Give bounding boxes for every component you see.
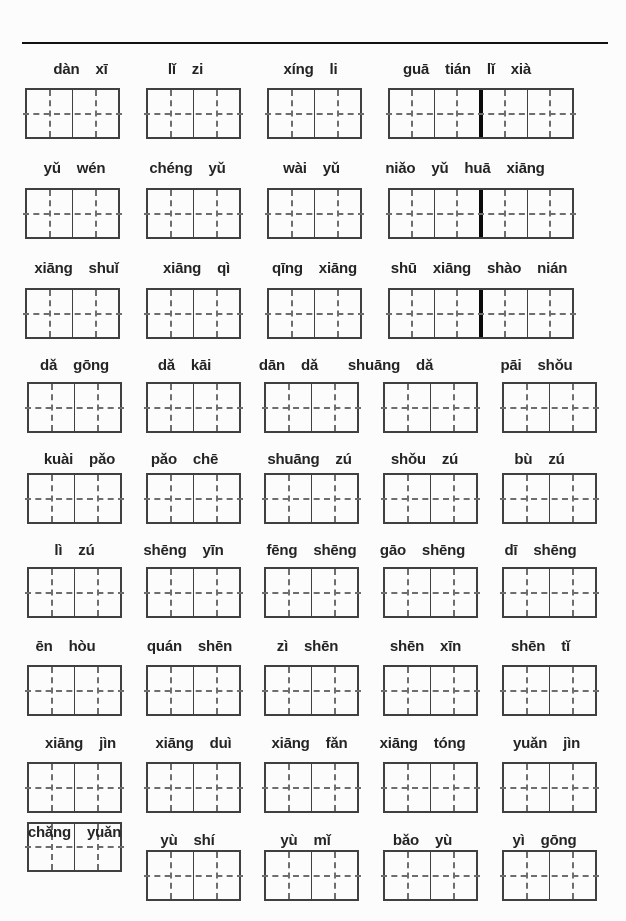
grid-horizontal-midline [386,213,576,215]
writing-grid [383,762,478,813]
writing-grid [27,382,122,433]
pinyin-label: xíng li [283,61,338,78]
writing-grid [146,88,241,139]
writing-grid [502,665,597,716]
pinyin-label: bǎo yù [392,832,453,849]
writing-grid [383,850,478,901]
grid-horizontal-midline [381,875,480,877]
pinyin-label: pāi shǒu [500,357,573,374]
grid-horizontal-midline [381,787,480,789]
writing-grid [267,188,362,239]
pinyin-label: xiāng tóng [379,735,466,752]
writing-grid [388,288,574,339]
grid-horizontal-midline [500,787,599,789]
pinyin-label: shēn xīn [389,638,462,655]
pinyin-label: bù zú [514,451,565,468]
pinyin-label: xiāng jìn [44,735,117,752]
grid-horizontal-midline [262,407,361,409]
grid-horizontal-midline [381,498,480,500]
writing-grid [388,188,574,239]
writing-grid [267,288,362,339]
pinyin-label: shǒu zú [390,451,459,468]
pinyin-label: lǐ zi [167,61,204,78]
writing-grid [146,188,241,239]
grid-horizontal-midline [25,592,124,594]
grid-horizontal-midline [265,113,364,115]
grid-horizontal-midline [265,213,364,215]
writing-grid [146,288,241,339]
grid-horizontal-midline [381,690,480,692]
writing-grid [388,88,574,139]
grid-horizontal-midline [500,875,599,877]
grid-horizontal-midline [144,213,243,215]
writing-grid [146,473,241,524]
pinyin-label: kuài pǎo [43,451,116,468]
grid-horizontal-midline [144,113,243,115]
writing-grid [264,382,359,433]
pinyin-label: xiāng qì [162,260,231,277]
pinyin-label: dǎ kāi [157,357,212,374]
writing-grid [502,382,597,433]
grid-horizontal-midline [23,113,122,115]
pinyin-label: dǎ gōng [40,357,109,374]
pinyin-label: zì shēn [276,638,339,655]
grid-horizontal-midline [500,407,599,409]
pinyin-label: dān dǎ [258,357,319,374]
grid-horizontal-midline [23,213,122,215]
pinyin-label: dàn xī [53,61,108,78]
grid-horizontal-midline [25,690,124,692]
pinyin-label: chéng yǔ [149,160,226,177]
grid-horizontal-midline [144,498,243,500]
writing-grid [264,762,359,813]
pinyin-label: chǎng yuǎn [27,824,122,841]
pinyin-label: ēn hòu [35,638,96,655]
pinyin-label: qīng xiāng [271,260,357,277]
pinyin-label: yì gōng [512,832,577,849]
grid-horizontal-midline [500,498,599,500]
grid-horizontal-midline [144,592,243,594]
pinyin-label: xiāng duì [155,735,232,752]
grid-horizontal-midline [262,875,361,877]
pinyin-label: guā tián lǐ xià [402,61,532,78]
grid-horizontal-midline [386,113,576,115]
grid-horizontal-midline [144,407,243,409]
grid-horizontal-midline [144,313,243,315]
grid-horizontal-midline [262,592,361,594]
pinyin-label: dī shēng [504,542,577,559]
writing-grid [264,665,359,716]
pinyin-label: shuāng dǎ [347,357,434,374]
writing-grid [146,382,241,433]
writing-grid [27,762,122,813]
writing-grid [146,850,241,901]
grid-horizontal-midline [25,846,124,848]
pinyin-label: yù mǐ [280,832,331,849]
grid-horizontal-midline [25,787,124,789]
top-rule [22,42,608,44]
pinyin-label: pǎo chē [150,451,219,468]
grid-horizontal-midline [381,407,480,409]
writing-grid [383,567,478,618]
pinyin-label: shēn tǐ [511,638,570,655]
writing-grid [267,88,362,139]
pinyin-label: niǎo yǔ huā xiāng [385,160,545,177]
grid-horizontal-midline [23,313,122,315]
writing-grid [25,188,120,239]
writing-grid [383,473,478,524]
pinyin-label: wài yǔ [283,160,340,177]
writing-grid [383,382,478,433]
writing-grid [25,288,120,339]
pinyin-label: quán shēn [146,638,233,655]
grid-horizontal-midline [381,592,480,594]
pinyin-label: lì zú [54,542,95,559]
grid-horizontal-midline [25,498,124,500]
grid-horizontal-midline [144,787,243,789]
writing-grid [146,665,241,716]
grid-horizontal-midline [262,690,361,692]
pinyin-label: shū xiāng shào nián [390,260,568,277]
pinyin-label: yuǎn jìn [512,735,581,752]
pinyin-label: gāo shēng [379,542,466,559]
writing-grid [27,567,122,618]
writing-grid [25,88,120,139]
writing-grid [502,762,597,813]
grid-horizontal-midline [386,313,576,315]
grid-horizontal-midline [265,313,364,315]
pinyin-label: fēng shēng [266,542,357,559]
writing-grid [502,567,597,618]
writing-grid [146,762,241,813]
writing-grid [264,850,359,901]
pinyin-label: yù shí [160,832,215,849]
grid-horizontal-midline [25,407,124,409]
pinyin-label: shuāng zú [267,451,352,468]
grid-horizontal-midline [144,690,243,692]
pinyin-label: shēng yīn [143,542,224,559]
grid-horizontal-midline [262,787,361,789]
writing-grid [264,473,359,524]
writing-grid [27,473,122,524]
pinyin-label: xiāng shuǐ [34,260,119,277]
pinyin-label: yǔ wén [43,160,106,177]
grid-horizontal-midline [500,690,599,692]
writing-grid [383,665,478,716]
grid-horizontal-midline [500,592,599,594]
writing-grid [146,567,241,618]
pinyin-label: xiāng fǎn [271,735,348,752]
grid-horizontal-midline [144,875,243,877]
grid-horizontal-midline [262,498,361,500]
writing-grid [264,567,359,618]
writing-grid [502,850,597,901]
writing-grid [502,473,597,524]
writing-grid [27,665,122,716]
